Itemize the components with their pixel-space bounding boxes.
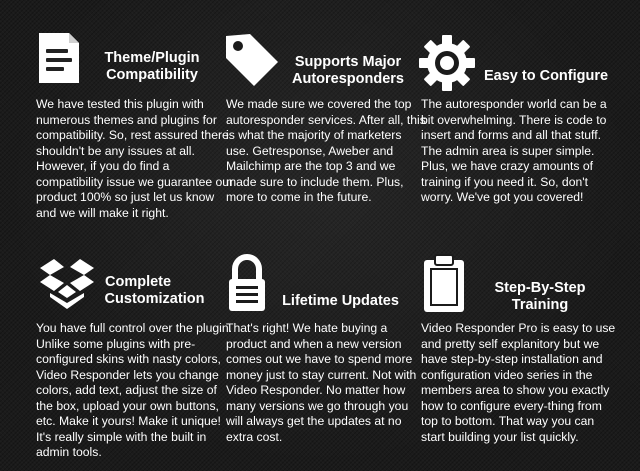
feature-title-easy-configure: Easy to Configure bbox=[484, 68, 609, 84]
feature-description-lifetime-updates: That's right! We hate buying a product and when a new version comes out we have to spend more money just to stay current. Not with Video Responder. No matter how many versions we go through you will always get the updates at no extra cost. bbox=[226, 321, 417, 444]
feature-description-customization: You have full control over the plugin. Unlike some plugins with pre-configured skins with nasty colors, Video Responder lets you change colors, add text, adjust the size of the box, upload your own buttons, etc. Make it yours! Make it unique! It's really simple with the built in admin tools. bbox=[36, 321, 233, 459]
lock-icon bbox=[227, 253, 267, 313]
feature-description-autoresponders: We made sure we covered the top autoresponder services. After all, this is what the majority of marketers use. Getresponse, Aweber and Mailchimp are the top 3 and we made sure to include them. Plus, more to come in the future. bbox=[226, 97, 426, 204]
feature-title-lifetime-updates: Lifetime Updates bbox=[282, 293, 399, 309]
feature-description-easy-configure: The autoresponder world can be a bit overwhelming. There is code to insert and forms and all that stuff. The admin area is super simple. Plus, we have crazy amounts of training if you need it. So, don't worry. We've got you covered! bbox=[421, 97, 607, 204]
feature-description-training: Video Responder Pro is easy to use and pretty self explanitory but we have step-by-step installation and configuration video series in the members area to show you exactly how to configure every-thing from top to bottom. That way you can start building your list quickly. bbox=[421, 321, 616, 444]
feature-title-autoresponders: Supports Major Autoresponders bbox=[292, 54, 404, 87]
tag-icon bbox=[222, 30, 282, 88]
dropbox-icon bbox=[38, 257, 96, 311]
document-icon bbox=[37, 31, 81, 85]
feature-title-training: Step-By-Step Training bbox=[494, 280, 586, 313]
gear-icon bbox=[418, 34, 476, 92]
feature-description-theme-compatibility: We have tested this plugin with numerous themes and plugins for compatibility. So, rest assured there shouldn't be any issues at all. However, if you do find a compatibility issue we guarantee our product 100% so just let us know and we will make it right. bbox=[36, 97, 234, 220]
feature-title-customization: Complete Customization bbox=[104, 274, 205, 307]
feature-title-theme-compatibility: Theme/Plugin Compatibility bbox=[104, 50, 200, 83]
clipboard-icon bbox=[422, 254, 466, 314]
